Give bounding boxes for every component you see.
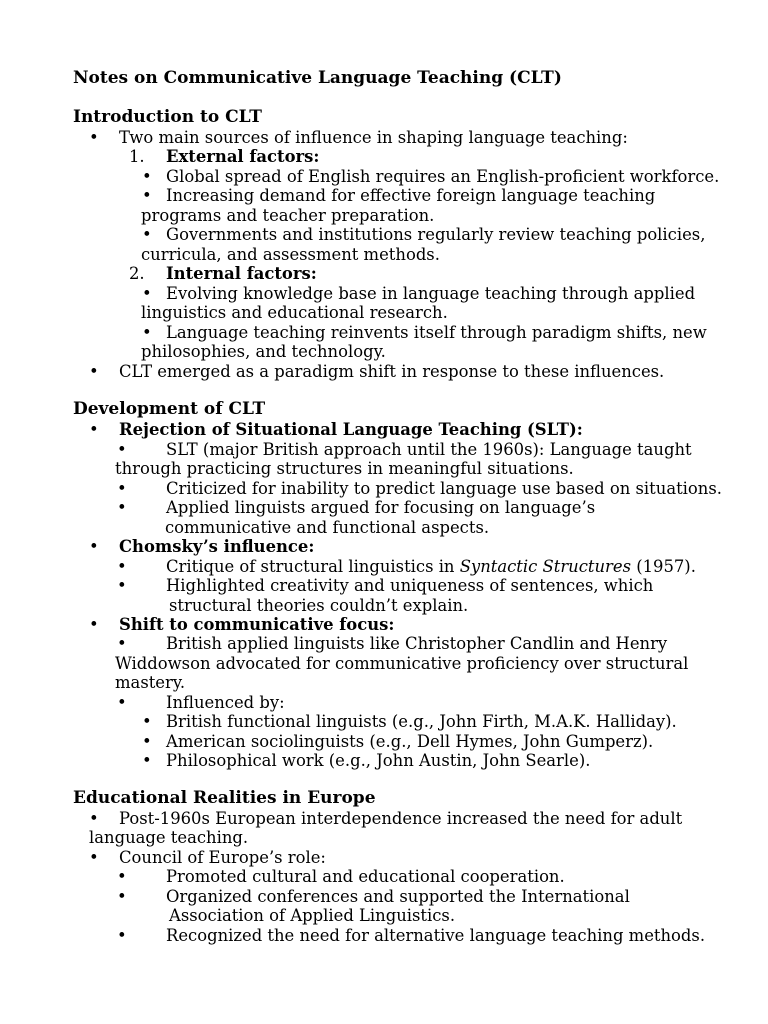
bullet-glyph: • <box>117 926 127 945</box>
list-item-continuation: language teaching. <box>89 828 249 847</box>
list-item-continuation: programs and teacher preparation. <box>141 206 435 225</box>
bullet-glyph: • <box>117 479 127 498</box>
bullet-glyph: • <box>89 615 99 634</box>
bullet-glyph: • <box>117 887 127 906</box>
list-number: 1. <box>129 147 145 166</box>
list-item: Global spread of English requires an English-proficient workforce. <box>166 167 720 186</box>
bullet-glyph: • <box>117 867 127 886</box>
list-item-continuation: through practicing structures in meaningful situations. <box>115 459 574 478</box>
section-heading-europe: Educational Realities in Europe <box>73 788 376 808</box>
section-heading-development: Development of CLT <box>73 399 266 419</box>
list-item: Post-1960s European interdependence increased the need for adult <box>119 809 683 828</box>
list-item-continuation: philosophies, and technology. <box>141 342 386 361</box>
list-item-text: (1957). <box>630 557 696 576</box>
list-item: Council of Europe’s role: <box>119 848 326 867</box>
list-item: CLT emerged as a paradigm shift in response to these influences. <box>119 362 665 381</box>
list-item: Recognized the need for alternative language teaching methods. <box>166 926 706 945</box>
list-item-continuation: communicative and functional aspects. <box>165 518 490 537</box>
list-item-text: Critique of structural linguistics in <box>166 557 460 576</box>
document-title: Notes on Communicative Language Teaching (CLT) <box>73 68 562 88</box>
list-item: Increasing demand for effective foreign language teaching <box>166 186 656 205</box>
list-item-continuation: structural theories couldn’t explain. <box>169 596 469 615</box>
list-item-continuation: Widdowson advocated for communicative proficiency over structural <box>115 654 689 673</box>
bullet-glyph: • <box>117 498 127 517</box>
bullet-glyph: • <box>142 323 152 342</box>
bullet-glyph: • <box>142 167 152 186</box>
list-item: Influenced by: <box>166 693 285 712</box>
list-item: Evolving knowledge base in language teaching through applied <box>166 284 696 303</box>
list-item: Philosophical work (e.g., John Austin, John Searle). <box>166 751 591 770</box>
bullet-glyph: • <box>89 362 99 381</box>
bullet-glyph: • <box>89 848 99 867</box>
bullet-glyph: • <box>117 634 127 653</box>
list-item-continuation: curricula, and assessment methods. <box>141 245 440 264</box>
list-item: British applied linguists like Christopher Candlin and Henry <box>166 634 668 653</box>
list-item: Highlighted creativity and uniqueness of sentences, which <box>166 576 654 595</box>
bullet-glyph: • <box>142 225 152 244</box>
bullet-glyph: • <box>89 809 99 828</box>
list-number: 2. <box>129 264 145 283</box>
bullet-glyph: • <box>117 557 127 576</box>
list-item: American sociolinguists (e.g., Dell Hymes, John Gumperz). <box>166 732 654 751</box>
list-item: British functional linguists (e.g., John Firth, M.A.K. Halliday). <box>166 712 677 731</box>
bullet-glyph: • <box>142 751 152 770</box>
list-item: Two main sources of influence in shaping language teaching: <box>119 128 628 147</box>
subheading-external-factors: External factors: <box>166 147 320 166</box>
subheading-communicative-shift: Shift to communicative focus: <box>119 615 395 634</box>
list-item-continuation: mastery. <box>115 673 186 692</box>
list-item: Applied linguists argued for focusing on language’s <box>166 498 596 517</box>
bullet-glyph: • <box>142 732 152 751</box>
section-heading-introduction: Introduction to CLT <box>73 107 262 127</box>
bullet-glyph: • <box>142 186 152 205</box>
list-item: Organized conferences and supported the International <box>166 887 630 906</box>
subheading-slt-rejection: Rejection of Situational Language Teaching (SLT): <box>119 420 583 439</box>
bullet-glyph: • <box>89 128 99 147</box>
book-title-syntactic-structures: Syntactic Structures <box>459 557 631 576</box>
list-item <box>166 557 696 576</box>
bullet-glyph: • <box>89 420 99 439</box>
list-item-continuation: linguistics and educational research. <box>141 303 448 322</box>
bullet-glyph: • <box>117 440 127 459</box>
bullet-glyph: • <box>117 693 127 712</box>
bullet-glyph: • <box>142 284 152 303</box>
list-item-continuation: Association of Applied Linguistics. <box>169 906 456 925</box>
bullet-glyph: • <box>89 537 99 556</box>
bullet-glyph: • <box>117 576 127 595</box>
list-item: Criticized for inability to predict language use based on situations. <box>166 479 722 498</box>
list-item: Governments and institutions regularly review teaching policies, <box>166 225 706 244</box>
bullet-glyph: • <box>142 712 152 731</box>
subheading-internal-factors: Internal factors: <box>166 264 317 283</box>
subheading-chomsky-influence: Chomsky’s influence: <box>119 537 315 556</box>
list-item: Language teaching reinvents itself through paradigm shifts, new <box>166 323 707 342</box>
list-item: Promoted cultural and educational cooperation. <box>166 867 565 886</box>
list-item: SLT (major British approach until the 1960s): Language taught <box>166 440 692 459</box>
